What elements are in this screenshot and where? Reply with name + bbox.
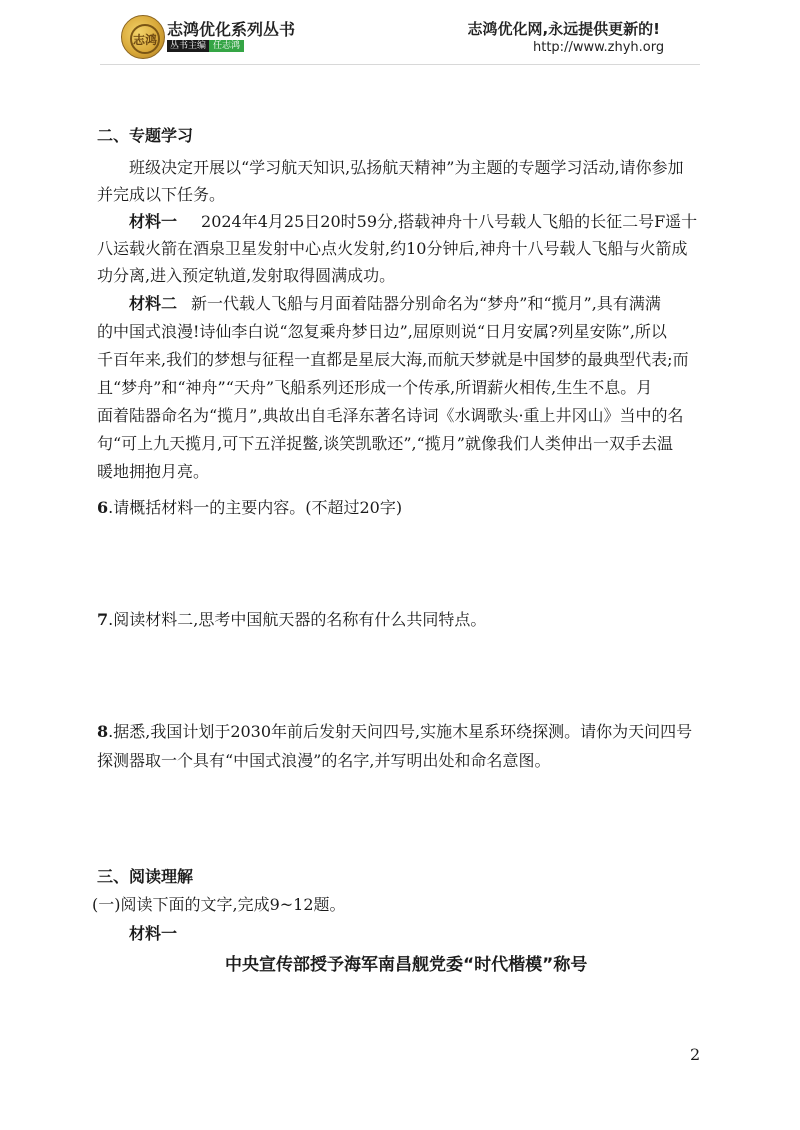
material2-line xyxy=(129,292,661,316)
site-slogan: 志鸿优化网,永远提供更新的! xyxy=(467,20,660,38)
question-text: .阅读材料二,思考中国航天器的名称有什么共同特点。 xyxy=(108,610,487,629)
material1-line: 八运载火箭在酒泉卫星发射中心点火发射,约10分钟后,神舟十八号载人飞船与火箭成 xyxy=(97,239,688,258)
question-7 xyxy=(97,608,486,632)
material2-line: 且“梦舟”和“神舟”“天舟”飞船系列还形成一个传承,所谓薪火相传,生生不息。月 xyxy=(97,378,653,397)
intro-line: 班级决定开展以“学习航天知识,弘扬航天精神”为主题的专题学习活动,请你参加 xyxy=(129,158,684,177)
material2-line: 的中国式浪漫!诗仙李白说“忽复乘舟梦日边”,屈原则说“日月安属?列星安陈”,所以 xyxy=(97,322,667,341)
question-number: 6 xyxy=(97,498,109,517)
material2-line: 句“可上九天揽月,可下五洋捉鳖,谈笑凯歌还”,“揽月”就像我们人类伸出一双手去温 xyxy=(97,434,673,453)
editor-badge xyxy=(167,40,244,52)
question-8 xyxy=(97,720,692,744)
question-number: 8 xyxy=(97,722,109,741)
site-url[interactable]: http://www.zhyh.org xyxy=(533,40,665,55)
material2-line: 面着陆器命名为“揽月”,典故出自毛泽东著名诗词《水调歌头·重上井冈山》当中的名 xyxy=(97,406,684,425)
publisher-logo xyxy=(121,15,165,59)
material2-line: 暖地拥抱月亮。 xyxy=(97,462,210,481)
material1-text: 2024年4月25日20时59分,搭载神舟十八号载人飞船的长征二号F遥十 xyxy=(201,212,698,231)
material1-line xyxy=(129,210,697,234)
section3-instruction: (一)阅读下面的文字,完成9~12题。 xyxy=(92,895,346,914)
question-8-line-2: 探测器取一个具有“中国式浪漫”的名字,并写明出处和命名意图。 xyxy=(97,751,551,770)
question-text: .请概括材料一的主要内容。(不超过20字) xyxy=(108,498,403,517)
page-header xyxy=(0,0,800,70)
section-heading-2: 二、专题学习 xyxy=(97,126,194,145)
material1-label: 材料一 xyxy=(129,212,178,231)
question-number: 7 xyxy=(97,610,109,629)
editor-name: 任志鸿 xyxy=(209,40,244,52)
section3-material-label: 材料一 xyxy=(129,924,178,943)
material2-line: 千百年来,我们的梦想与征程一直都是星辰大海,而航天梦就是中国梦的最典型代表;而 xyxy=(97,350,689,369)
material2-label: 材料二 xyxy=(129,294,178,313)
question-6 xyxy=(97,496,402,520)
header-divider xyxy=(100,64,700,65)
material1-line: 功分离,进入预定轨道,发射取得圆满成功。 xyxy=(97,266,396,285)
editor-label: 丛书主编 xyxy=(167,40,209,52)
series-title: 志鸿优化系列丛书 xyxy=(167,20,296,39)
logo-text: 志鸿 xyxy=(130,24,160,54)
material2-text: 新一代载人飞船与月面着陆器分别命名为“梦舟”和“揽月”,具有满满 xyxy=(191,294,661,313)
page-number: 2 xyxy=(690,1045,701,1064)
article-title: 中央宣传部授予海军南昌舰党委“时代楷模”称号 xyxy=(225,955,588,975)
section-heading-3: 三、阅读理解 xyxy=(97,867,194,886)
intro-line: 并完成以下任务。 xyxy=(97,185,226,204)
question-text: .据悉,我国计划于2030年前后发射天问四号,实施木星系环绕探测。请你为天问四号 xyxy=(108,722,693,741)
